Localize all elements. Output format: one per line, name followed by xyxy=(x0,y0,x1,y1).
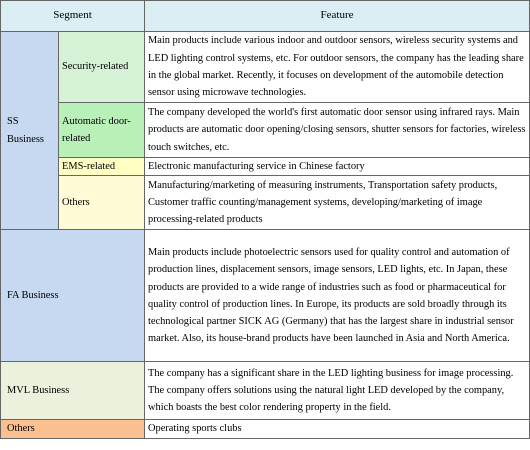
security-related-feature: Main products include various indoor and outdoor sensors, wireless security systems and LED lighting control systems, etc. For outdoor sensors, the company has the leading share in the global market. Recently, it focuses on development of the automobile detection sensor using microwave technologies. xyxy=(145,32,530,103)
automatic-door-cell: Automatic door-related xyxy=(59,103,145,158)
segment-header: Segment xyxy=(1,1,145,32)
fa-business-feature: Main products include photoelectric sensors used for quality control and automation of production lines, displacement sensors, image sensors, LED lights, etc. In Japan, these products are provided to a wide range of industries such as food or pharmaceutical for quality control of production lines. In Europe, its products are sold broadly through its technological partner SICK AG (Germany) that has the largest share in industrial sensor market. Also, its house-brand products have been launched in Asia and North America. xyxy=(145,230,530,362)
others-feature: Operating sports clubs xyxy=(145,420,530,438)
mvl-business-feature: The company has a significant share in the LED lighting business for image processing. The company offers solutions using the natural light LED developed by the company, which boasts the best color rendering property in the field. xyxy=(145,362,530,420)
ss-others-feature: Manufacturing/marketing of measuring instruments, Transportation safety products, Customer traffic counting/management systems, developing/marketing of image processing-related products xyxy=(145,176,530,230)
security-related-cell: Security-related xyxy=(59,32,145,103)
table-row xyxy=(1,176,530,230)
ems-related-feature: Electronic manufacturing service in Chinese factory xyxy=(145,158,530,176)
ss-others-cell: Others xyxy=(59,176,145,230)
feature-header: Feature xyxy=(145,1,530,32)
table-row xyxy=(1,230,530,362)
table-row xyxy=(1,103,530,158)
fa-business-cell: FA Business xyxy=(1,230,145,362)
table-row xyxy=(1,32,530,103)
automatic-door-feature: The company developed the world's first automatic door sensor using infrared rays. Main products are automatic door opening/closing sensors, shutter sensors for factories, wireless touch switches, etc. xyxy=(145,103,530,158)
others-cell: Others xyxy=(1,420,145,438)
table-header-row xyxy=(1,1,530,32)
table-row xyxy=(1,362,530,420)
ems-related-cell: EMS-related xyxy=(59,158,145,176)
mvl-business-cell: MVL Business xyxy=(1,362,145,420)
table-row xyxy=(1,420,530,438)
ss-business-cell: SS Business xyxy=(1,32,59,230)
table-row xyxy=(1,158,530,176)
